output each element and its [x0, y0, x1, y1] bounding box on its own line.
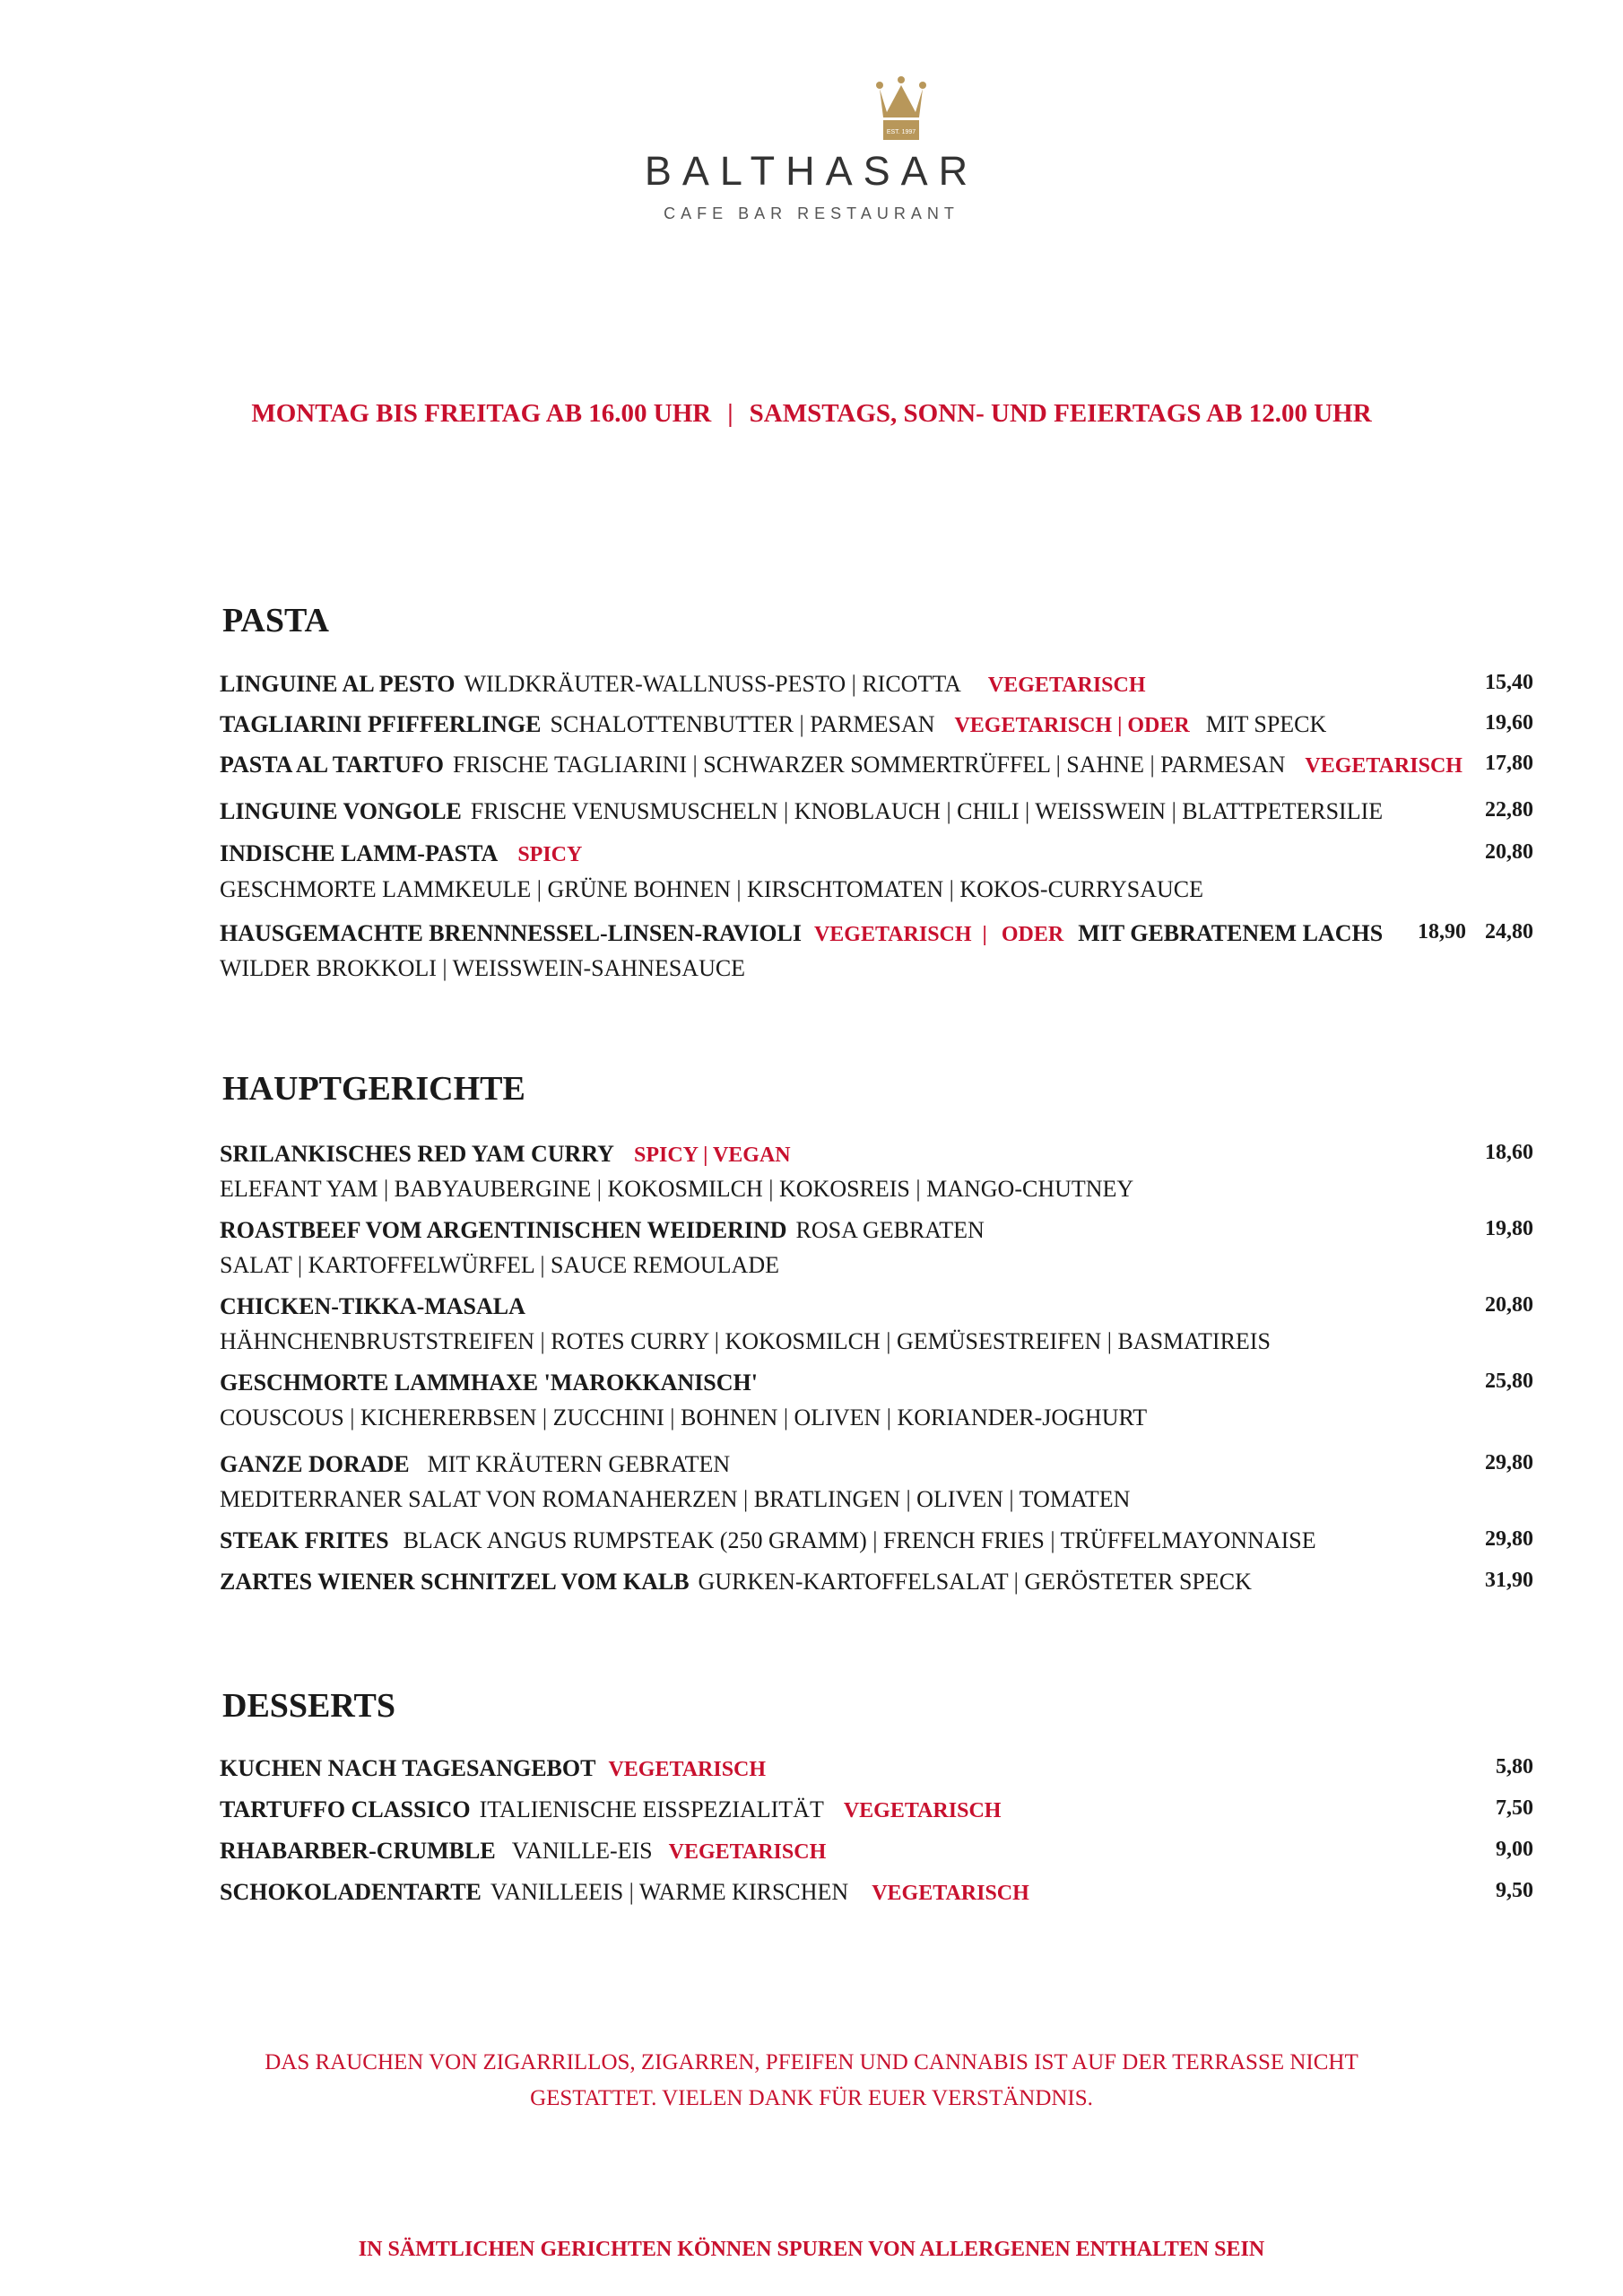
item-price: 5,80 — [1496, 1755, 1533, 1779]
menu-item — [220, 798, 1533, 834]
item-name: STEAK FRITES — [220, 1527, 389, 1553]
item-tag: SPICY | VEGAN — [633, 1144, 791, 1167]
item-name: CHICKEN-TIKKA-MASALA — [220, 1293, 525, 1319]
item-name: LINGUINE AL PESTO — [220, 671, 456, 697]
item-price: 19,60 — [1485, 711, 1533, 735]
est-text: EST. 1997 — [886, 129, 916, 135]
item-price: 15,40 — [1485, 671, 1533, 694]
hours-separator: | — [727, 399, 733, 428]
item-price: 18,90 — [1418, 920, 1466, 944]
allergen-notice: IN SÄMTLICHEN GERICHTEN KÖNNEN SPUREN VON ALLERGENEN ENTHALTEN SEIN — [358, 2238, 1265, 2261]
item-price: 31,90 — [1485, 1569, 1533, 1592]
item-price: 7,50 — [1496, 1796, 1533, 1820]
item-extra: MIT SPECK — [1205, 711, 1327, 737]
item-sub: WILDER BROKKOLI | WEISSWEIN-SAHNESAUCE — [220, 955, 746, 981]
item-price: 25,80 — [1485, 1370, 1533, 1393]
item-sub: MEDITERRANER SALAT VON ROMANAHERZEN | BRATLINGEN | OLIVEN | TOMATEN — [220, 1486, 1131, 1512]
smoking-notice — [0, 2045, 1623, 2117]
item-desc: ITALIENISCHE EISSPEZIALITÄT — [479, 1796, 824, 1822]
menu-item — [220, 1527, 1533, 1563]
item-price: 22,80 — [1485, 798, 1533, 822]
menu-item — [220, 1451, 1533, 1487]
menu-item — [220, 711, 1533, 747]
item-desc: BLACK ANGUS RUMPSTEAK (250 GRAMM) | FRENCH FRIES | TRÜFFELMAYONNAISE — [403, 1527, 1316, 1553]
item-tag: VEGETARISCH — [843, 1799, 1002, 1822]
item-sub: SALAT | KARTOFFELWÜRFEL | SAUCE REMOULADE — [220, 1252, 779, 1278]
item-tag: VEGETARISCH | ODER — [954, 714, 1190, 737]
item-price: 9,00 — [1496, 1838, 1533, 1861]
item-name: KUCHEN NACH TAGESANGEBOT — [220, 1755, 596, 1781]
item-price: 29,80 — [1485, 1451, 1533, 1474]
item-desc: SCHALOTTENBUTTER | PARMESAN — [550, 711, 935, 737]
hours-weekends: SAMSTAGS, SONN- UND FEIERTAGS AB 12.00 UHR — [749, 399, 1372, 428]
smoking-notice-line2: GESTATTET. VIELEN DANK FÜR EUER VERSTÄNDNIS. — [530, 2086, 1093, 2110]
crown-logo-icon — [874, 76, 928, 144]
menu-item — [220, 1217, 1533, 1253]
item-name: SRILANKISCHES RED YAM CURRY — [220, 1141, 614, 1167]
item-price: 19,80 — [1485, 1217, 1533, 1240]
menu-item — [220, 1141, 1533, 1177]
item-name: SCHOKOLADENTARTE — [220, 1879, 482, 1905]
hours-weekdays: MONTAG BIS FREITAG AB 16.00 UHR — [251, 399, 712, 428]
item-tag-sep: | — [982, 923, 987, 946]
item-name: GESCHMORTE LAMMHAXE 'MAROKKANISCH' — [220, 1370, 758, 1396]
item-tag: SPICY — [517, 843, 583, 866]
item-desc: GURKEN-KARTOFFELSALAT | GERÖSTETER SPECK — [698, 1569, 1252, 1595]
item-name: TAGLIARINI PFIFFERLINGE — [220, 711, 542, 737]
menu-item — [220, 752, 1533, 787]
menu-item — [220, 920, 1533, 956]
item-name: INDISCHE LAMM-PASTA — [220, 840, 499, 866]
item-sub: ELEFANT YAM | BABYAUBERGINE | KOKOSMILCH | KOKOSREIS | MANGO-CHUTNEY — [220, 1176, 1134, 1202]
item-desc: FRISCHE TAGLIARINI | SCHWARZER SOMMERTRÜFFEL | SAHNE | PARMESAN — [453, 752, 1286, 778]
menu-item — [220, 671, 1533, 707]
item-name: ZARTES WIENER SCHNITZEL VOM KALB — [220, 1569, 690, 1595]
menu-item — [220, 1569, 1533, 1605]
menu-item — [220, 1755, 1533, 1791]
item-sub: GESCHMORTE LAMMKEULE | GRÜNE BOHNEN | KIRSCHTOMATEN | KOKOS-CURRYSAUCE — [220, 876, 1203, 902]
item-tag: VEGETARISCH — [813, 923, 972, 946]
item-price: 20,80 — [1485, 840, 1533, 864]
item-tag: VEGETARISCH — [872, 1882, 1029, 1905]
item-name: ROASTBEEF VOM ARGENTINISCHEN WEIDERIND — [220, 1217, 787, 1243]
menu-item — [220, 1293, 1533, 1329]
menu-item — [220, 1796, 1533, 1832]
item-name: RHABARBER-CRUMBLE — [220, 1838, 496, 1864]
menu-item — [220, 840, 1533, 876]
item-price: 18,60 — [1485, 1141, 1533, 1164]
item-name: HAUSGEMACHTE BRENNNESSEL-LINSEN-RAVIOLI — [220, 920, 802, 946]
item-desc: ROSA GEBRATEN — [795, 1217, 985, 1243]
item-desc: VANILLEEIS | WARME KIRSCHEN — [490, 1879, 849, 1905]
item-name: LINGUINE VONGOLE — [220, 798, 462, 824]
item-name: GANZE DORADE — [220, 1451, 410, 1477]
item-price: 20,80 — [1485, 1293, 1533, 1317]
smoking-notice-line1: DAS RAUCHEN VON ZIGARRILLOS, ZIGARREN, PFEIFEN UND CANNABIS IST AUF DER TERRASSE NICHT — [265, 2050, 1358, 2074]
menu-item — [220, 1879, 1533, 1915]
item-tag: VEGETARISCH — [608, 1758, 767, 1781]
brand-name: BALTHASAR — [644, 148, 979, 194]
item-price: 9,50 — [1496, 1879, 1533, 1902]
opening-hours — [0, 399, 1623, 429]
item-desc: FRISCHE VENUSMUSCHELN | KNOBLAUCH | CHILI | WEISSWEIN | BLATTPETERSILIE — [470, 798, 1384, 824]
menu-item — [220, 1370, 1533, 1405]
section-title-desserts: DESSERTS — [222, 1687, 395, 1725]
item-tag: VEGETARISCH — [1305, 754, 1462, 778]
item-price: 29,80 — [1485, 1527, 1533, 1551]
brand-tagline: CAFE BAR RESTAURANT — [664, 204, 959, 222]
item-price: 17,80 — [1485, 752, 1533, 775]
section-title-pasta: PASTA — [222, 602, 329, 639]
item-sub: COUSCOUS | KICHERERBSEN | ZUCCHINI | BOHNEN | OLIVEN | KORIANDER-JOGHURT — [220, 1405, 1148, 1431]
item-tag: VEGETARISCH — [987, 674, 1146, 697]
item-tag: VEGETARISCH — [668, 1840, 827, 1864]
item-desc: MIT KRÄUTERN GEBRATEN — [427, 1451, 731, 1477]
item-name-option: MIT GEBRATENEM LACHS — [1078, 920, 1384, 946]
menu-item — [220, 1838, 1533, 1874]
item-tag-or: ODER — [1001, 923, 1064, 946]
item-name: PASTA AL TARTUFO — [220, 752, 444, 778]
item-name: TARTUFFO CLASSICO — [220, 1796, 471, 1822]
section-title-main: HAUPTGERICHTE — [222, 1070, 525, 1108]
item-desc: WILDKRÄUTER-WALLNUSS-PESTO | RICOTTA — [464, 671, 961, 697]
item-price-option: 24,80 — [1485, 920, 1533, 944]
item-desc: VANILLE-EIS — [511, 1838, 653, 1864]
item-sub: HÄHNCHENBRUSTSTREIFEN | ROTES CURRY | KOKOSMILCH | GEMÜSESTREIFEN | BASMATIREIS — [220, 1328, 1271, 1354]
